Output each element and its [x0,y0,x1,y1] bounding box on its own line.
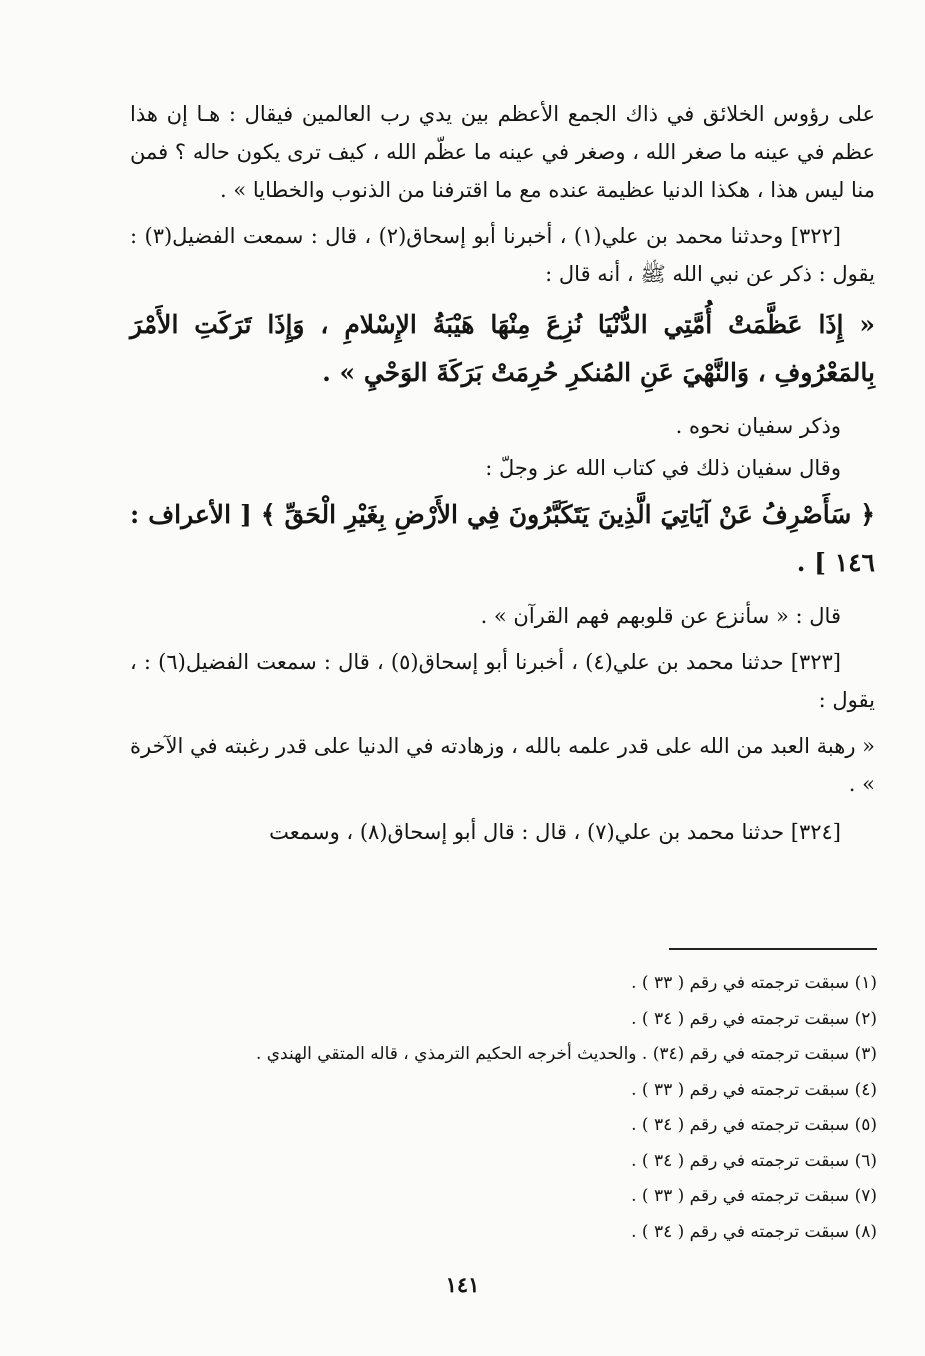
paragraph-narration-324: [٣٢٤] حدثنا محمد بن علي(٧) ، قال : قال أبو إسحاق(٨) ، وسمعت [269,820,841,844]
paragraph-narration-322: [٣٢٢] وحدثنا محمد بن علي(١) ، أخبرنا أبو إسحاق(٢) ، قال : سمعت الفضيل(٣) : يقول : ذكر عن نبي الله ﷺ ، أنه قال : [130,224,875,286]
paragraph-sufyan-mention: وذكر سفيان نحوه . [675,414,841,438]
paragraph-sufyan-quote-intro: وقال سفيان ذلك في كتاب الله عز وجلّ : [485,456,841,480]
paragraph-intro: على رؤوس الخلائق في ذاك الجمع الأعظم بين يدي رب العالمين فيقال : هـا إن هذا عظم في عينه ما صغر الله ، وصغر في عينه ما عظّم الله ، كيف ترى يكون حاله ؟ فمن منا ليس هذا ، هكذا الدنيا عظيمة عنده مع ما اقترفنا من الذنوب والخطايا » . [130,102,875,202]
quran-verse: ﴿ سَأَصْرِفُ عَنْ آيَاتِيَ الَّذِينَ يَتَكَبَّرُونَ فِي الأَرْضِ بِغَيْرِ الْحَقِّ ﴾ [ الأعراف : ١٤٦ ] . [130,500,875,577]
footnote-4: (٤) سبقت ترجمته في رقم ( ٣٣ ) . [631,1079,877,1100]
paragraph-narration-323: [٣٢٣] حدثنا محمد بن علي(٤) ، أخبرنا أبو إسحاق(٥) ، قال : سمعت الفضيل(٦) : ، يقول : [130,650,875,712]
paragraph-sufyan-explanation: قال : « سأنزع عن قلوبهم فهم القرآن » . [480,604,841,628]
hadith-text: « إِذَا عَظَّمَتْ أُمَّتِي الدُّنْيَا نُزِعَ مِنْهَا هَيْبَةُ الإِسْلامِ ، وَإِذَا تَرَكَتِ الأَمْرَ بِالمَعْرُوفِ ، وَالنَّهْيَ عَنِ المُنكرِ حُرِمَتْ بَرَكَةَ الوَحْيِ » . [130,310,875,387]
footnote-2: (٢) سبقت ترجمته في رقم ( ٣٤ ) . [631,1008,877,1029]
footnote-5: (٥) سبقت ترجمته في رقم ( ٣٤ ) . [631,1115,877,1135]
quote-fudayl: « رهبة العبد من الله على قدر علمه بالله ، وزهادته في الدنيا على قدر رغبته في الآخرة » . [130,734,875,796]
footnote-divider [669,948,877,950]
page-number: ١٤١ [445,1272,480,1297]
footnote-8: (٨) سبقت ترجمته في رقم ( ٣٤ ) . [631,1221,877,1242]
footnotes-section [120,966,877,1250]
footnote-7: (٧) سبقت ترجمته في رقم ( ٣٣ ) . [631,1186,877,1206]
footnote-1: (١) سبقت ترجمته في رقم ( ٣٣ ) . [631,973,877,993]
footnote-3: (٣) سبقت ترجمته في رقم (٣٤) . والحديث أخرجه الحكيم الترمذي ، قاله المتقي الهندي . [255,1044,877,1064]
footnote-6: (٦) سبقت ترجمته في رقم ( ٣٤ ) . [631,1150,877,1171]
